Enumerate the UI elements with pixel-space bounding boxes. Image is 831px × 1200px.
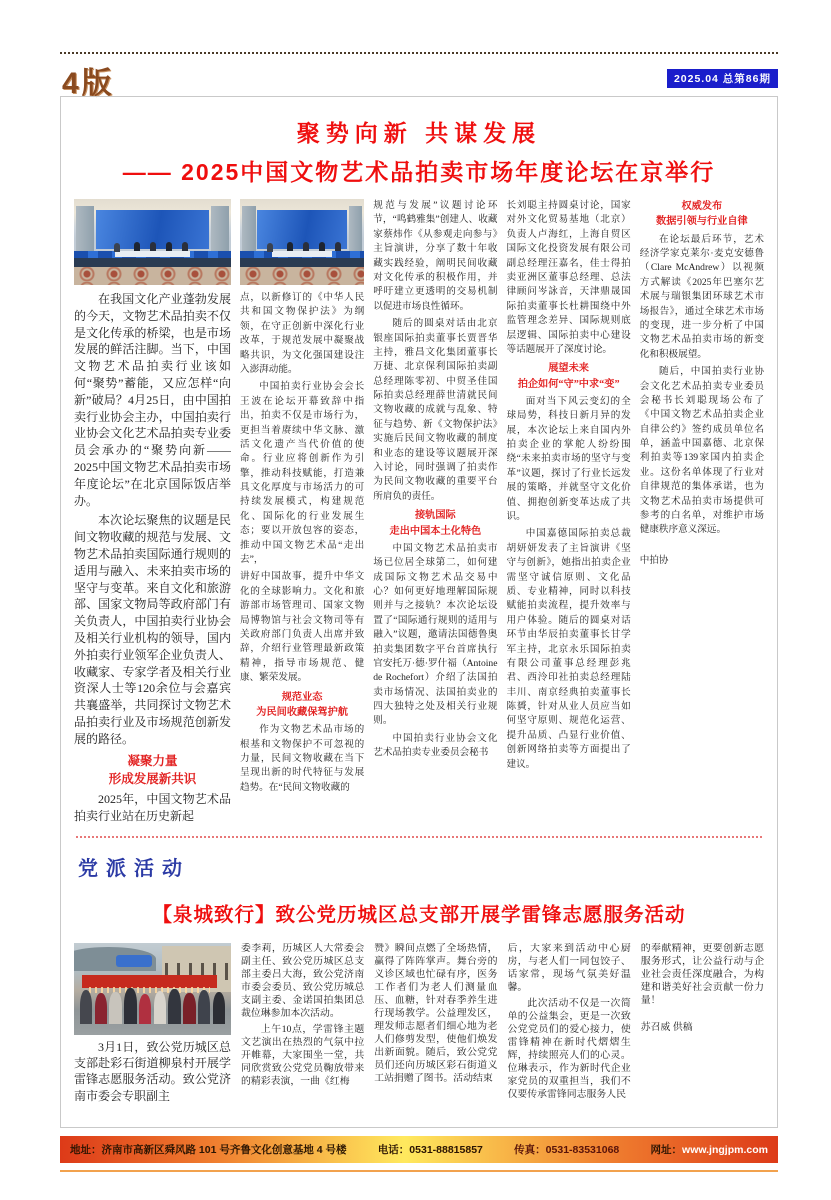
article1-byline: 中拍协	[639, 554, 669, 566]
column-subhead	[640, 199, 764, 230]
article1-column-4	[507, 199, 631, 827]
subhead-line: 形成发展新共识	[108, 771, 197, 786]
article2-column-5	[641, 943, 764, 1107]
column-subhead	[373, 508, 497, 539]
paragraph: 3月1日，致公党历城区总支部赴彩石街道柳泉村开展学雷锋志愿服务活动。致公党济南市委会专职副主	[74, 1040, 231, 1103]
paragraph: 作为文物艺术品市场的根基和文物保护不可忽视的力量，民间文物收藏在当下呈现出新的时代特征与发展趋势。在“民间文物收藏的	[240, 724, 365, 793]
column-subhead	[507, 361, 631, 392]
footer-contact-bar	[60, 1136, 778, 1163]
forum-photo-1	[74, 199, 231, 285]
paragraph: 赞》瞬间点燃了全场热情，赢得了阵阵掌声。舞台旁的义诊区域也忙碌有序，医务工作者们为老人们测量血压、血糖，针对春季养生进行现场教学。公益理发区，理发师志愿者们细心地为老人们修剪发型，使他们焕发出新面貌。随后，致公党党员们还向历城区彩石街道义工站捐赠了图书。活动结束	[374, 943, 498, 1084]
photo-guest-table	[272, 251, 332, 257]
photo-carpet	[240, 267, 364, 285]
article1-column-3	[373, 199, 497, 827]
article1-subheadline: —— 2025中国文物艺术品拍卖市场年度论坛在京举行	[122, 159, 716, 185]
group-photo	[74, 943, 231, 1035]
paragraph: 上午10点，学雷锋主题文艺演出在热烈的气氛中拉开帷幕，大家围坐一堂，共同欣赏致公党党员鞠放带来的精彩表演，一曲《红梅	[241, 1023, 365, 1087]
section-header: 党派活动	[78, 858, 190, 880]
article-forum	[74, 115, 764, 827]
footer-web-url: www.jngjpm.com	[682, 1144, 768, 1156]
paragraph: 后，大家来到活动中心厨房，与老人们一同包饺子、话家常，现场气氛美好温馨。	[507, 943, 631, 993]
content-frame	[60, 96, 778, 1128]
subhead-line: 规范业态	[281, 691, 323, 703]
paragraph: 此次活动不仅是一次简单的公益集会，更是一次致公党党员们的爱心接力，使雷锋精神在新时代熠熠生辉，持续照亮人们的心灵。位琳表示，作为新时代企业家党员的双重担当，我们不仅要传承雷锋同志服务人民	[507, 997, 631, 1100]
paragraph: 本次论坛聚焦的议题是民间文物收藏的规范与发展、文物艺术品拍卖国际通行规则的适用与融入、未来拍卖市场的坚守与变革。来自文化和旅游部、国家文物局等政府部门有关负责人，中国拍卖行业协会及相关行业机构的领导，国内外拍卖行业领军企业负责人、收藏家、专家学者及相关行业资深人士等120余位与会嘉宾共襄盛举，共同探讨文物艺术品拍卖行业及市场规范创新发展的路径。	[74, 513, 231, 746]
footer-phone: 电话：0531-88815857	[377, 1144, 483, 1156]
subhead-line: 展望未来	[548, 363, 589, 375]
subhead-line: 凝聚力量	[127, 753, 178, 768]
paragraph: 面对当下风云变幻的全球局势，科技日新月异的发展，本次论坛上来自国内外拍卖企业的掌舵人纷纷围绕“未来拍卖市场的坚守与变革”议题，探讨了行业长远发展的策略，并就坚守文化价值、拥抱创新变革达成了共识。	[506, 395, 631, 523]
page-number-label: 4版	[62, 67, 115, 100]
photo-stage-front	[240, 258, 364, 267]
paragraph: 随后，中国拍卖行业协会文化艺术品拍卖专业委员会秘书长刘聪现场公布了《中国文物艺术品拍卖企业自律公约》签约成员单位名单，涵盖中国嘉德、北京保利拍卖等139家国内拍卖企业。这份名单体现了行业对自律规范的集体承诺，也为文物艺术品拍卖市场提供可参考的白名单，对维护市场健康秩序意义深远。	[639, 366, 764, 536]
paragraph: 在我国文化产业蓬勃发展的今天，文物艺术品拍卖不仅是文化传承的桥梁，也是市场发展的鲜活注脚。当下，中国文物艺术品拍卖行业该如何“聚势”蓄能，又应怎样“向新”破局？4月25日，由中国拍卖行业协会主办，中国拍卖行业协会文化艺术品拍卖专业委员会承办的“聚势向新——2025中国文物艺术品拍卖市场年度论坛”在北京国际饭店举办。	[74, 292, 231, 508]
paragraph: 中国文物艺术品拍卖市场已位居全球第二，如何建成国际文物艺术品交易中心？如何更好地理解国际规则并与之接轨？本次论坛设置了“国际通行规则的适用与融入”议题，邀请法国德鲁奥拍卖集团数字平台首席执行官安托万·德·罗什福（Antoine de Rochefort）介绍了法国拍卖市场情况、法国拍卖业的四大独特之处及相关行业规则。	[373, 542, 498, 727]
article2-column-4	[508, 943, 631, 1107]
photo-stage-screen	[96, 210, 209, 249]
footer-address: 地址：济南市高新区舜风路 101 号齐鲁文化创意基地 4 号楼	[70, 1144, 347, 1156]
subhead-line: 拍企如何“守”中求“变”	[517, 378, 620, 390]
article-volunteer	[74, 899, 764, 1107]
footer-website	[651, 1142, 768, 1157]
photo-stage-screen	[257, 210, 346, 249]
paragraph: 讲好中国故事，提升中华文化的全球影响力。文化和旅游部市场管理司、国家文物局博物馆与社会文物司等有关政府部门负责人出席并致辞，介绍行业管理最新政策精神，指导市场规范、健康、繁荣发展。	[240, 571, 365, 684]
paragraph: 中国拍卖行业协会文化艺术品拍卖专业委员会秘书	[373, 732, 498, 759]
paragraph: 规范与发展”议题讨论环节，“鸣鹤雅集”创建人、收藏家蔡炜作《从参观走向参与》主旨演讲，分享了数十年收藏实践经验，阐明民间收藏对文化传承的积极作用，并呼吁建立更透明的交易机制以促进市场良性循环。	[373, 200, 498, 312]
paragraph: 在论坛最后环节，艺术经济学家克莱尔·麦克安德鲁（Clare McAndrew）以视频方式解读《2025年巴塞尔艺术展与瑞银集团环球艺术市场报告》，通过全球艺术市场的变现，进一步分析了中国文物艺术品拍卖市场的新变化和积极展望。	[639, 233, 764, 360]
paragraph: 的奉献精神，更要创新志愿服务形式，让公益行动与企业社会责任深度融合，为构建和谐美好社会贡献一份力量！	[640, 943, 764, 1006]
photo-speakers	[134, 242, 140, 251]
article1-columns	[74, 199, 764, 827]
forum-photo-2	[240, 199, 364, 285]
section-dotted-separator	[76, 836, 762, 838]
paragraph: 2025年，中国文物艺术品拍卖行业站在历史新起	[74, 791, 231, 823]
footer-accent-rule	[60, 1170, 778, 1172]
article1-column-1	[74, 199, 231, 827]
article2-column-2	[241, 943, 364, 1107]
article2-columns	[74, 943, 764, 1107]
photo-group-people	[79, 985, 227, 1024]
column-subhead	[240, 690, 364, 721]
photo-stage-front	[74, 258, 231, 267]
photo-blue-tarp	[116, 955, 152, 967]
photo-carpet	[74, 267, 231, 285]
footer-web-label: 网址：	[650, 1144, 683, 1156]
photo-speakers	[287, 242, 293, 251]
footer-fax: 传真：0531-83531068	[514, 1144, 620, 1156]
article2-headline: 【泉城致行】致公党历城区总支部开展学雷锋志愿服务活动	[152, 904, 686, 926]
paragraph: 中国拍卖行业协会会长王波在论坛开幕致辞中指出，拍卖不仅是市场行为，更担当着赓续中华文脉、激活文化遗产当代价值的使命。行业应将创新作为引擎，推动科技赋能，打造兼具文化厚度与市场活力的可持续发展模式，构建规范化、国际化的行业发展生态；要以开放包容的姿态，推动中国文物艺术品“走出去”，	[240, 381, 365, 566]
photo-guest-table	[115, 251, 190, 257]
column-subhead	[74, 752, 231, 788]
paragraph: 点，以新修订的《中华人民共和国文物保护法》为纲领，在守正创新中深化行业改革，于规范发展中凝聚战略共识，为文化强国建设注入澎湃动能。	[240, 292, 365, 375]
masthead-dotted-rule	[60, 52, 778, 54]
issue-date-badge: 2025.04 总第86期	[667, 69, 778, 88]
subhead-line: 权威发布	[681, 201, 723, 212]
article1-headline: 聚势向新 共谋发展	[296, 120, 542, 146]
subhead-line: 为民间收藏保驾护航	[256, 706, 348, 718]
subhead-line: 数据引领与行业自律	[656, 216, 748, 228]
paragraph: 随后的圆桌对话由北京银座国际拍卖董事长贾晋华主持，雅昌文化集团董事长万捷、北京保利国际拍卖副总经理陈零初、中贸圣佳国际拍卖总经理薛世清就民间文物收藏的成就与乱象、特征与趋势、新《文物保护法》实施后民间文物收藏的制度和业态的建设等议题展开深入讨论，同时强调了拍卖作为民间文物收藏的重要平台所肩负的责任。	[373, 318, 498, 502]
article2-byline: 苏召威 供稿	[640, 1021, 693, 1033]
paragraph: 中国嘉德国际拍卖总裁胡妍妍发表了主旨演讲《坚守与创新》，她指出拍卖企业需坚守诚信原则、文化品质、专业精神，同时以科技赋能拍卖流程，提升效率与用户体验。随后的圆桌对话环节由华辰拍卖董事长甘学军主持，北京永乐国际拍卖有限公司董事总经理彭兆君、西泠印社拍卖总经理陆丰川、南京经典拍卖董事长陈贇，针对从业人员应当如何坚守原则、规范化运营、提升品质、凸显行业价值、创新网络拍卖等方面提出了建议。	[506, 528, 631, 770]
article2-column-1	[74, 943, 231, 1107]
subhead-line: 走出中国本土化特色	[389, 525, 482, 537]
article1-column-5	[640, 199, 764, 827]
article2-column-3	[374, 943, 497, 1107]
paragraph: 委李莉，历城区人大常委会副主任、致公党历城区总支部主委吕大海，致公党济南市委会委员、致公党历城总支副主委、金诺国拍集团总裁位琳参加本次活动。	[241, 943, 365, 1019]
subhead-line: 接轨国际	[415, 510, 456, 522]
paragraph: 长刘聪主持圆桌讨论，国家对外文化贸易基地（北京）负责人卢海红，上海自贸区国际文化投资发展有限公司副总经理汪嘉名，佳士得拍卖亚洲区董事总经理、总法律顾问岑詠音，天津鼎晟国际拍卖董事长杜耕围绕中外监管理念差异、国际规则底层逻辑、国际拍卖中心建设等话题展开了深度讨论。	[506, 200, 631, 355]
article1-column-2	[240, 199, 364, 827]
